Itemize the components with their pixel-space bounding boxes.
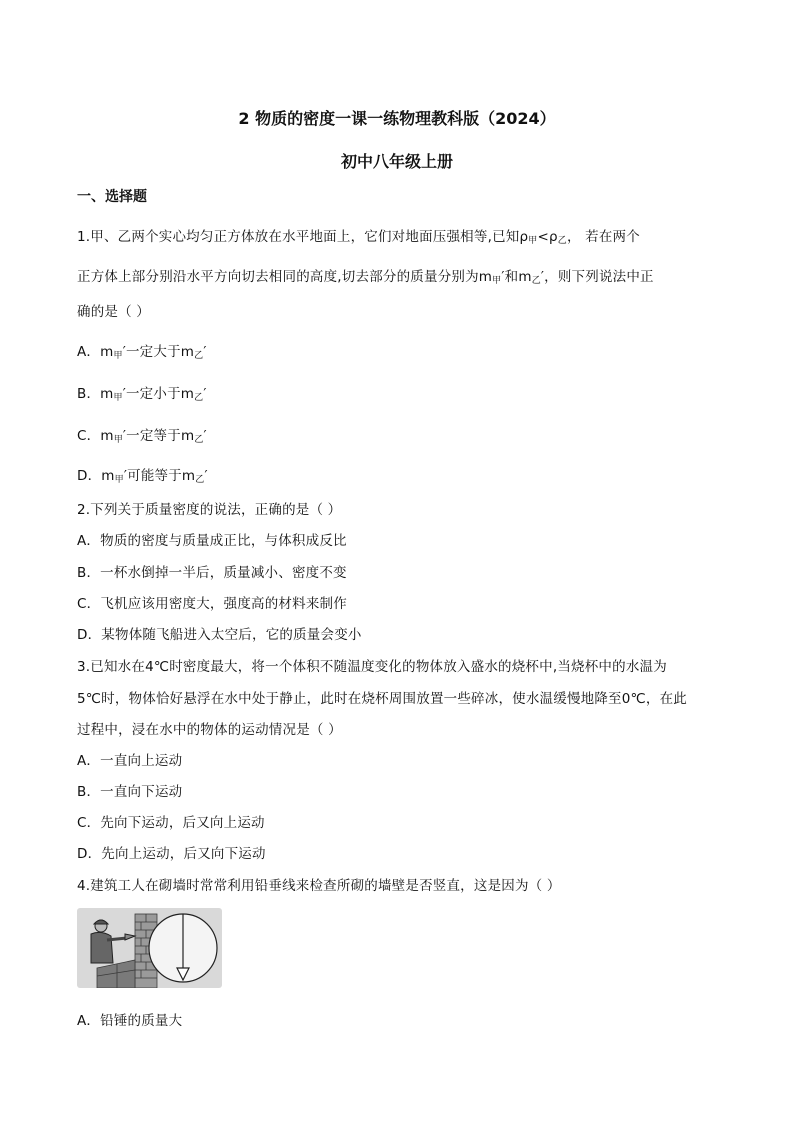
document-title: 2 物质的密度一课一练物理教科版（2024） bbox=[238, 109, 556, 128]
q1-stem-line1: 1.甲、乙两个实心均匀正方体放在水平地面上，它们对地面压强相等,已知$\rho_甲<\rho_乙$， 若在两个 bbox=[77, 229, 640, 246]
document-subtitle: 初中八年级上册 bbox=[340, 152, 453, 171]
q3-stem-line1: 3.已知水在4℃时密度最大，将一个体积不随温度变化的物体放入盛水的烧杯中,当烧杯中的水温为 bbox=[77, 659, 667, 675]
q2-option-c: C．飞机应该用密度大，强度高的材料来制作 bbox=[77, 596, 347, 612]
q2-option-b: B．一杯水倒掉一半后，质量减小、密度不变 bbox=[77, 565, 347, 581]
q3-stem-line3: 过程中，浸在水中的物体的运动情况是（ ） bbox=[77, 722, 342, 738]
plumb-line-magnifier bbox=[149, 914, 217, 982]
q1-option-c: C．$m_甲'$一定等于$m_乙'$ bbox=[77, 428, 207, 445]
q1-option-a: A．$m_甲'$一定大于$m_乙'$ bbox=[77, 344, 207, 361]
q2-option-d: D．某物体随飞船进入太空后，它的质量会变小 bbox=[77, 627, 362, 643]
section-heading: 一、选择题 bbox=[77, 189, 147, 205]
q2-option-a: A．物质的密度与质量成正比，与体积成反比 bbox=[77, 533, 347, 549]
q4-option-a: A．铅锤的质量大 bbox=[77, 1013, 183, 1029]
q3-option-a: A．一直向上运动 bbox=[77, 753, 183, 769]
q3-option-c: C．先向下运动，后又向上运动 bbox=[77, 815, 265, 831]
bricklayer-plumb-line-illustration bbox=[77, 908, 222, 988]
q1-stem-line2: 正方体上部分别沿水平方向切去相同的高度,切去部分的质量分别为$m_甲'$和$m_乙'$，则下列说法中正 bbox=[77, 269, 654, 286]
q1-option-b: B．$m_甲'$一定小于$m_乙'$ bbox=[77, 386, 207, 403]
q2-stem: 2.下列关于质量密度的说法，正确的是（ ） bbox=[77, 502, 342, 518]
q4-stem: 4.建筑工人在砌墙时常常利用铅垂线来检查所砌的墙壁是否竖直，这是因为（ ） bbox=[77, 878, 561, 894]
q3-option-d: D．先向上运动，后又向下运动 bbox=[77, 846, 266, 862]
q1-stem-line3: 确的是（ ） bbox=[77, 304, 150, 320]
q1-option-d: D．$m_甲'$可能等于$m_乙'$ bbox=[77, 468, 208, 485]
q3-option-b: B．一直向下运动 bbox=[77, 784, 183, 800]
q3-stem-line2: 5℃时，物体恰好悬浮在水中处于静止，此时在烧杯周围放置一些碎冰，使水温缓慢地降至0℃，在此 bbox=[77, 691, 687, 707]
